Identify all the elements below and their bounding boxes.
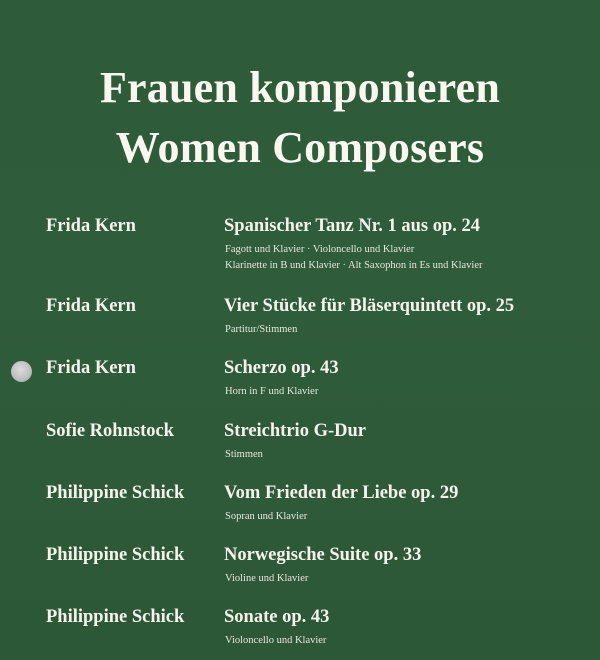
work-instrumentation: Horn in F und Klavier xyxy=(225,386,319,397)
work-title: Scherzo op. 43 xyxy=(224,358,339,378)
composer-name: Frida Kern xyxy=(46,296,136,316)
composer-name: Frida Kern xyxy=(46,358,136,378)
work-title: Streichtrio G-Dur xyxy=(224,421,366,441)
composer-name: Philippine Schick xyxy=(46,607,185,627)
work-instrumentation: Stimmen xyxy=(225,449,263,460)
composer-name: Frida Kern xyxy=(46,216,136,236)
work-instrumentation: Klarinette in B und Klavier · Alt Saxophon in Es und Klavier xyxy=(225,260,483,271)
title-english: Women Composers xyxy=(115,123,485,172)
composer-name: Philippine Schick xyxy=(46,545,185,565)
work-title: Vier Stücke für Bläserquintett op. 25 xyxy=(224,296,515,316)
title-german: Frauen komponieren xyxy=(99,63,501,112)
work-title: Sonate op. 43 xyxy=(224,607,330,627)
work-title: Norwegische Suite op. 33 xyxy=(224,545,422,565)
work-instrumentation: Fagott und Klavier · Violoncello und Klavier xyxy=(225,244,415,255)
work-title: Vom Frieden der Liebe op. 29 xyxy=(224,483,459,503)
work-title: Spanischer Tanz Nr. 1 aus op. 24 xyxy=(224,216,481,236)
work-instrumentation: Violine und Klavier xyxy=(225,573,309,584)
punch-hole-dot xyxy=(11,361,32,382)
composer-name: Philippine Schick xyxy=(46,483,185,503)
work-instrumentation: Partitur/Stimmen xyxy=(225,324,298,335)
work-instrumentation: Sopran und Klavier xyxy=(225,511,308,522)
composer-name: Sofie Rohnstock xyxy=(46,421,174,441)
work-instrumentation: Violoncello und Klavier xyxy=(225,635,327,646)
